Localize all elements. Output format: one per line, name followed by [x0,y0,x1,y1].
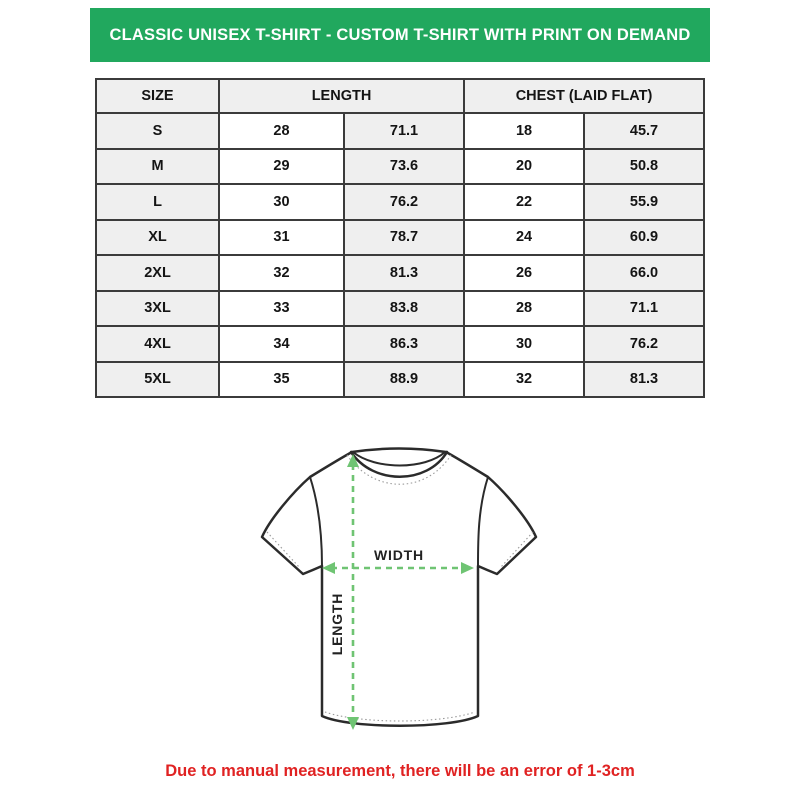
size-cell: M [96,149,219,185]
size-cell: 3XL [96,291,219,327]
measurement-cell: 29 [219,149,344,185]
page-title: CLASSIC UNISEX T-SHIRT - CUSTOM T-SHIRT WITH PRINT ON DEMAND [109,25,691,44]
measurement-disclaimer: Due to manual measurement, there will be an error of 1-3cm [165,762,635,780]
width-label: WIDTH [374,547,424,563]
tshirt-measurement-diagram [248,438,552,750]
measurement-cell: 83.8 [344,291,464,327]
table-row [96,362,704,398]
measurement-cell: 45.7 [584,113,704,149]
size-chart-table [95,78,705,398]
col-header-chest: CHEST (LAID FLAT) [464,79,704,113]
measurement-cell: 81.3 [344,255,464,291]
title-banner [90,8,710,62]
measurement-cell: 76.2 [584,326,704,362]
size-table-header [96,79,704,113]
measurement-cell: 86.3 [344,326,464,362]
table-row [96,326,704,362]
size-cell: 4XL [96,326,219,362]
measurement-cell: 30 [464,326,584,362]
size-cell: 2XL [96,255,219,291]
size-cell: XL [96,220,219,256]
measurement-cell: 20 [464,149,584,185]
measurement-cell: 66.0 [584,255,704,291]
measurement-cell: 73.6 [344,149,464,185]
measurement-cell: 18 [464,113,584,149]
measurement-cell: 55.9 [584,184,704,220]
size-cell: L [96,184,219,220]
header-row [96,79,704,113]
measurement-cell: 34 [219,326,344,362]
measurement-cell: 32 [464,362,584,398]
size-table-body [96,113,704,397]
tshirt-outline [262,449,536,726]
measurement-cell: 71.1 [584,291,704,327]
measurement-cell: 30 [219,184,344,220]
table-row [96,184,704,220]
measurement-cell: 28 [464,291,584,327]
measurement-cell: 81.3 [584,362,704,398]
table-row [96,220,704,256]
measurement-cell: 33 [219,291,344,327]
size-cell: S [96,113,219,149]
measurement-cell: 32 [219,255,344,291]
measurement-cell: 24 [464,220,584,256]
measurement-cell: 78.7 [344,220,464,256]
measurement-cell: 26 [464,255,584,291]
col-header-size: SIZE [96,79,219,113]
table-row [96,149,704,185]
col-header-length: LENGTH [219,79,464,113]
measurement-cell: 88.9 [344,362,464,398]
measurement-cell: 31 [219,220,344,256]
table-row [96,291,704,327]
size-cell: 5XL [96,362,219,398]
measurement-cell: 50.8 [584,149,704,185]
measurement-cell: 60.9 [584,220,704,256]
measurement-cell: 22 [464,184,584,220]
measurement-cell: 76.2 [344,184,464,220]
measurement-cell: 28 [219,113,344,149]
table-row [96,113,704,149]
table-row [96,255,704,291]
measurement-cell: 35 [219,362,344,398]
length-label: LENGTH [329,592,345,656]
measurement-cell: 71.1 [344,113,464,149]
